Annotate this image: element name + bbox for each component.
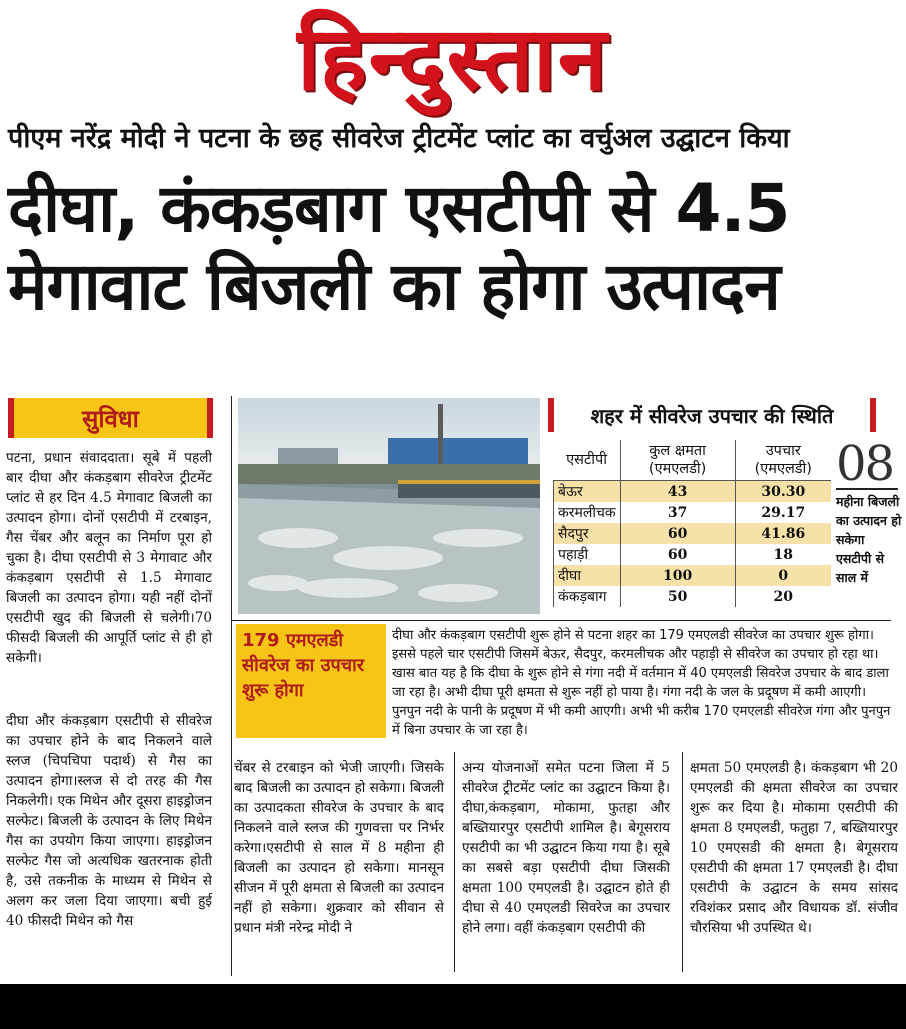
table-row — [554, 544, 832, 565]
horizontal-divider — [231, 620, 891, 621]
treated: 30.30 — [735, 481, 831, 503]
article-column-1b — [6, 711, 212, 931]
photo-illustration — [238, 398, 540, 614]
stat-caption: महीना बिजली का उत्पादन हो सकेगा एसटीपी से साल में — [836, 494, 902, 585]
capacity: 50 — [620, 586, 735, 607]
stp-name: कंकड़बाग — [554, 586, 621, 607]
table-row — [554, 481, 832, 503]
capacity: 60 — [620, 544, 735, 565]
treated: 18 — [735, 544, 831, 565]
table-title: शहर में सीवरेज उपचार की स्थिति — [548, 398, 876, 432]
article-column-4 — [690, 758, 898, 938]
callout-text: दीघा और कंकड़बाग एसटीपी शुरू होने से पटना शहर का 179 एमएलडी सीवरेज का उपचार शुरू होगा। इससे पहले चार एसटीपी जिसमें बेऊर, सैदपुर, करमलीचक और पहाड़ी से सीवरेज का उपचार हो रहा था। खास बात यह है कि दीघा के शुरू होने से गंगा नदी में वर्तमान में 40 एमएलडी सिवरेज उपचार के बाद डाला जा रहा है। अभी दीघा पूरी क्षमता से शुरू नहीं हो पाया है। गंगा नदी के जल के प्रदूषण में कमी आएगी। पुनपुन नदी के पानी के प्रदूषण में भी कमी आएगी। अभी भी करीब 170 एमएलडी सीवरेज गंगा और पुनपुन में बिना उपचार के जा रहा है। — [392, 628, 891, 738]
paragraph: पटना, प्रधान संवाददाता। सूबे में पहली बार दीघा और कंकड़बाग सीवरेज ट्रीटमेंट प्लांट से हर दिन 4.5 मेगावाट बिजली का उत्पादन होगा। दोनों एसटीपी में टरबाइन, गैस चेंबर और बलून का निर्माण पूरा हो चुका है। दीघा एसटीपी से 3 मेगावाट और कंकड़बाग एसटीपी से 1.5 मेगावाट बिजली का उत्पादन होगा। यही नहीं दोनों एसटीपी खुद की बिजली से चलेगी।70 फीसदी बिजली की आपूर्ति प्लांट से ही हो सकेगी। — [6, 450, 212, 666]
headline: दीघा, कंकड़बाग एसटीपी से 4.5 मेगावाट बिजली का होगा उत्पादन — [8, 170, 790, 325]
treated: 29.17 — [735, 502, 831, 523]
bottom-bar — [0, 984, 906, 1029]
treated: 41.86 — [735, 523, 831, 544]
stp-name: बेऊर — [554, 481, 621, 503]
stp-name: करमलीचक — [554, 502, 621, 523]
table-header: एसटीपी — [554, 440, 621, 481]
table-row — [554, 523, 832, 544]
column-divider — [231, 396, 232, 976]
column-divider — [454, 752, 455, 972]
article-column-3 — [462, 758, 670, 938]
capacity: 43 — [620, 481, 735, 503]
section-tag — [8, 398, 213, 438]
table-header: कुल क्षमता (एमएलडी) — [620, 440, 735, 481]
paragraph: दीघा और कंकड़बाग एसटीपी से सीवरेज का उपचार होने के बाद निकलने वाले स्लज (चिपचिपा पदार्थ) से गैस का उत्पादन होगा।स्लज से दो तरह की गैस निकलेगी। एक मिथेन और दूसरा हाइड्रोजन सल्फेट। बिजली के उत्पादन के लिए मिथेन गैस का उपयोग किया जाएगा। हाइड्रोजन सल्फेट गैस जो अत्यधिक खतरनाक होती है, उसे तकनीक के माध्यम से मिथेन से अलग कर जला दिया जाएगा। बची हुई 40 फीसदी मिथेन को गैस — [6, 713, 212, 929]
paragraph: चेंबर से टरबाइन को भेजी जाएगी। जिसके बाद बिजली का उत्पादन हो सकेगा। बिजली का उत्पादकता सीवरेज के उपचार के बाद निकलने वाले स्लज की गुणवत्ता पर निर्भर करेगा।एसटीपी से साल में 8 महीना ही बिजली का उत्पादन हो सकेगा। मानसून सीजन में पूरी क्षमता से बिजली का उत्पादन नहीं हो सकेगा। शुक्रवार को सीवान से प्रधान मंत्री नरेन्द्र मोदी ने — [234, 760, 445, 936]
column-divider — [682, 752, 683, 972]
treated: 20 — [735, 586, 831, 607]
table-row — [554, 565, 832, 586]
stat-number: 08 — [836, 440, 898, 490]
table-row — [554, 586, 832, 607]
callout-box — [236, 624, 386, 738]
stp-name: सैदपुर — [554, 523, 621, 544]
sewage-plant-photo — [238, 398, 540, 614]
masthead — [0, 0, 906, 110]
table-header: उपचार (एमएलडी) — [735, 440, 831, 481]
stp-table — [553, 440, 831, 607]
treated: 0 — [735, 565, 831, 586]
capacity: 60 — [620, 523, 735, 544]
article-column-2 — [234, 758, 444, 938]
article-column-1 — [6, 448, 212, 668]
capacity: 100 — [620, 565, 735, 586]
capacity: 37 — [620, 502, 735, 523]
section-tag-label: सुविधा — [82, 404, 139, 433]
stp-name: दीघा — [554, 565, 621, 586]
table-row — [554, 502, 832, 523]
kicker: पीएम नरेंद्र मोदी ने पटना के छह सीवरेज ट्रीटमेंट प्लांट का वर्चुअल उद्घाटन किया — [8, 123, 790, 154]
paragraph: क्षमता 50 एमएलडी है। कंकड़बाग भी 20 एमएलडी की क्षमता सीवरेज का उपचार शुरू कर दिया है। मोकामा एसटीपी की क्षमता 8 एमएलडी, फतुहा 7, बख्तियारपुर 10 एमएसडी की क्षमता है। बेगूसराय एसटीपी की क्षमता 17 एमएलडी है। दीघा एसटीपी के उद्घाटन के समय सांसद रविशंकर प्रसाद और विधायक डॉ. संजीव चौरसिया भी उपस्थित थे। — [690, 760, 898, 936]
callout-heading: 179 एमएलडी सीवरेज का उपचार शुरू होगा — [242, 630, 365, 701]
stp-name: पहाड़ी — [554, 544, 621, 565]
masthead-logo: हिन्दुस्तान — [297, 6, 609, 110]
paragraph: अन्य योजनाओं समेत पटना जिला में 5 सीवरेज ट्रीटमेंट प्लांट का उद्घाटन किया है। दीघा,कंकड़बाग, मोकामा, फुतहा और बख्तियारपुर एसटीपी शामिल है। बेगूसराय एसटीपी का भी उद्घाटन किया गया है। सूबे का सबसे बड़ा एसटीपी दीघा जिसकी क्षमता 100 एमएलडी है। उद्घाटन होते ही दीघा से 40 एमएलडी सिवरेज का उपचार होने लगा। वहीं कंकड़बाग एसटीपी की — [462, 760, 670, 936]
